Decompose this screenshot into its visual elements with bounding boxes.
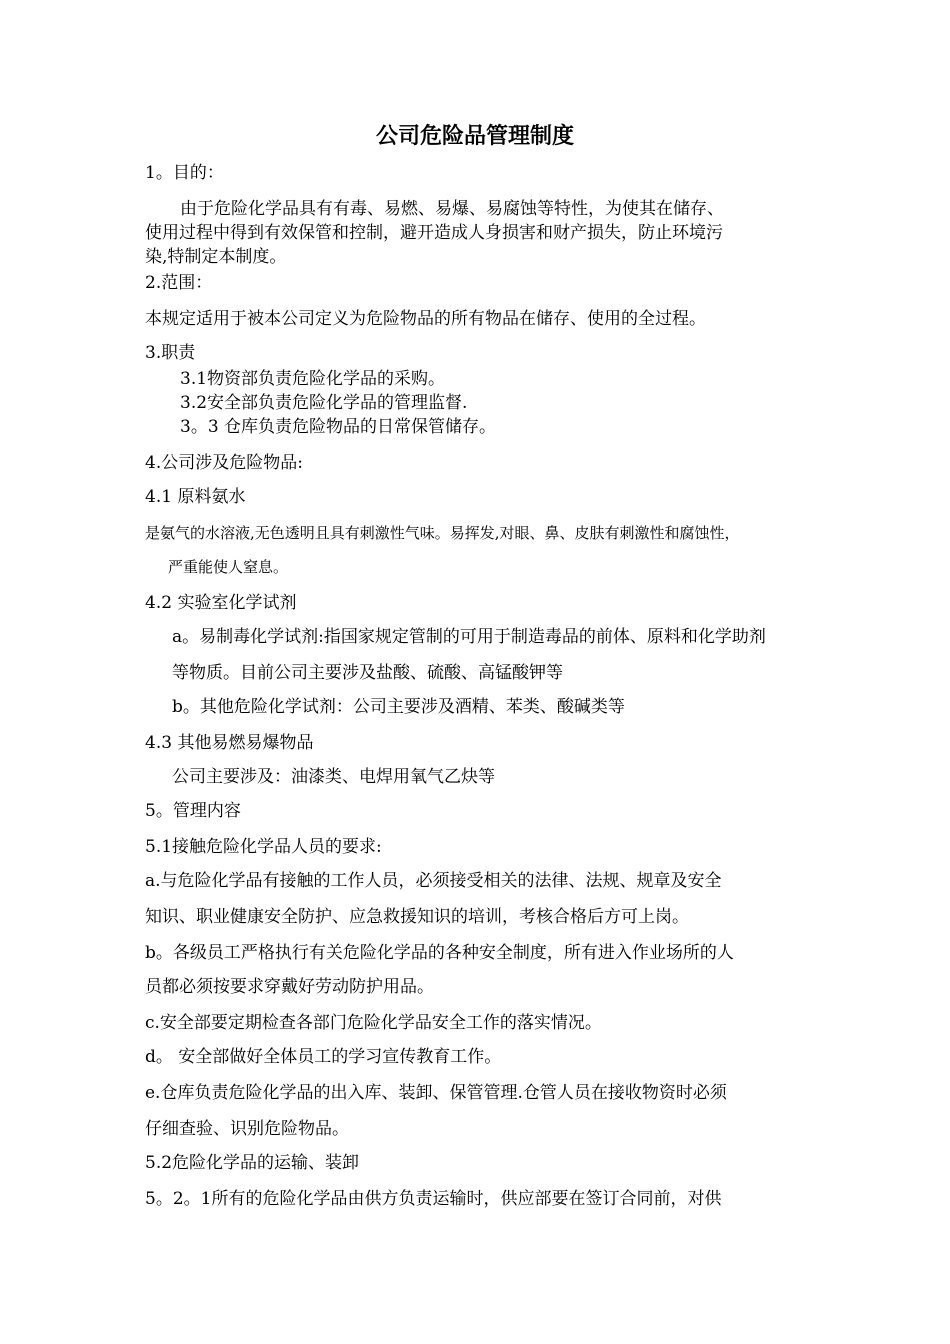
subsection-heading: 4.3 其他易燃易爆物品 — [145, 733, 314, 753]
paragraph-line: a.与危险化学品有接触的工作人员，必须接受相关的法律、法规、规章及安全 — [145, 871, 722, 891]
paragraph-line: 是氨气的水溶液,无色透明且具有刺激性气味。易挥发,对眼、鼻、皮肤有刺激性和腐蚀性， — [145, 524, 740, 542]
list-item: b。其他危险化学试剂：公司主要涉及酒精、苯类、酸碱类等 — [172, 697, 625, 717]
paragraph-line: 仔细查验、识别危险物品。 — [145, 1119, 349, 1139]
paragraph-line: 员都必须按要求穿戴好劳动防护用品。 — [145, 977, 434, 997]
list-item: 3。3 仓库负责危险物品的日常保管储存。 — [180, 417, 497, 437]
subsection-heading: 5.2危险化学品的运输、装卸 — [145, 1153, 360, 1173]
section-4-heading: 4.公司涉及危险物品: — [145, 453, 303, 473]
paragraph-line: c.安全部要定期检查各部门危险化学品安全工作的落实情况。 — [145, 1013, 602, 1033]
section-5-heading: 5。管理内容 — [145, 801, 241, 821]
paragraph-line: 5。2。1所有的危险化学品由供方负责运输时，供应部要在签订合同前，对供 — [145, 1189, 722, 1209]
paragraph-line: 严重能使人窒息。 — [168, 558, 289, 576]
section-3-heading: 3.职责 — [145, 343, 196, 363]
subsection-heading: 4.2 实验室化学试剂 — [145, 593, 297, 613]
paragraph-line: 使用过程中得到有效保管和控制，避开造成人身损害和财产损失，防止环境污 — [145, 223, 723, 243]
list-item: 3.2安全部负责危险化学品的管理监督. — [180, 393, 468, 413]
document-title: 公司危险品管理制度 — [375, 124, 574, 149]
paragraph-line: 知识、职业健康安全防护、应急救援知识的培训，考核合格后方可上岗。 — [145, 907, 689, 927]
paragraph-line: 由于危险化学品具有有毒、易燃、易爆、易腐蚀等特性，为使其在储存、 — [180, 199, 724, 219]
list-item: a。易制毒化学试剂:指国家规定管制的可用于制造毒品的前体、原料和化学助剂 — [172, 627, 766, 647]
paragraph-line: 染,特制定本制度。 — [145, 247, 287, 267]
paragraph-line: b。各级员工严格执行有关危险化学品的各种安全制度，所有进入作业场所的人 — [145, 943, 734, 963]
paragraph-line: 本规定适用于被本公司定义为危险物品的所有物品在储存、使用的全过程。 — [145, 309, 706, 329]
section-2-heading: 2.范围： — [145, 273, 213, 293]
list-item: 3.1物资部负责危险化学品的采购。 — [180, 369, 446, 389]
paragraph-line: d。 安全部做好全体员工的学习宣传教育工作。 — [145, 1047, 502, 1067]
section-1-heading: 1。目的： — [145, 163, 224, 183]
paragraph-line: 公司主要涉及：油漆类、电焊用氧气乙炔等 — [172, 767, 495, 787]
paragraph-line: e.仓库负责危险化学品的出入库、装卸、保管管理.仓管人员在接收物资时必须 — [145, 1083, 727, 1103]
subsection-heading: 4.1 原料氨水 — [145, 487, 246, 507]
subsection-heading: 5.1接触危险化学品人员的要求: — [145, 837, 382, 857]
list-item: 等物质。目前公司主要涉及盐酸、硫酸、高锰酸钾等 — [172, 663, 563, 683]
